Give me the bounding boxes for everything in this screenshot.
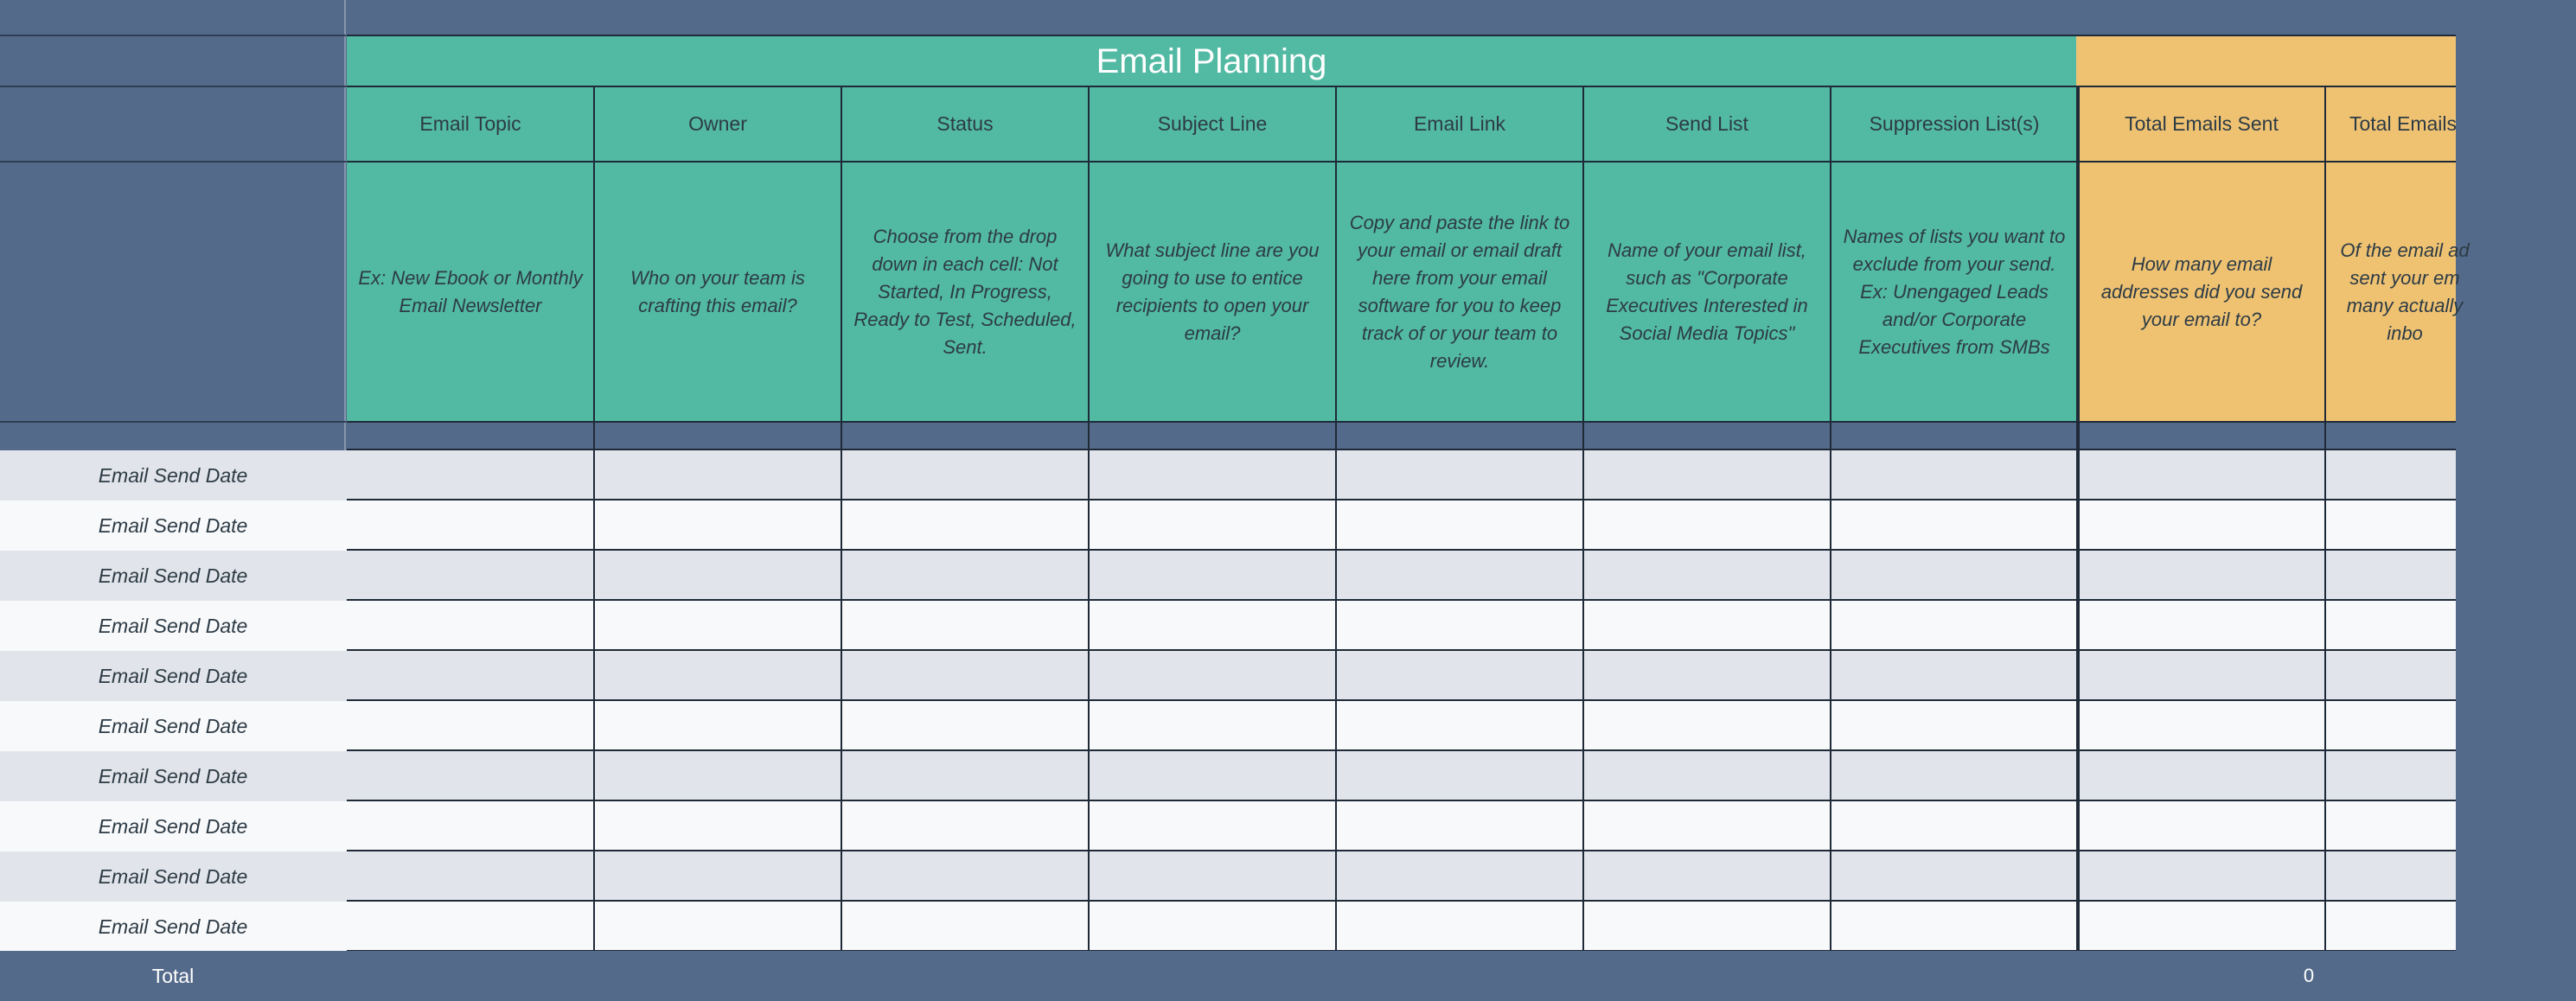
table-row [0,701,2456,751]
divider [1088,86,1090,952]
column-header-status[interactable]: Status [936,112,994,135]
column-header-subject-line[interactable]: Subject Line [1157,112,1268,135]
divider [0,421,346,423]
table-row [0,651,2456,701]
divider [347,900,2456,902]
column-header-send-list[interactable]: Send List [1665,112,1748,135]
divider [347,850,2456,851]
divider [347,549,2456,551]
row-label[interactable]: Email Send Date [98,915,248,938]
table-row [0,450,2456,500]
table-row [0,601,2456,651]
divider [593,86,595,952]
row-label[interactable]: Email Send Date [98,463,248,487]
table-row [0,851,2456,902]
column-header-owner[interactable]: Owner [688,112,747,135]
row-label[interactable]: Email Send Date [98,564,248,587]
spacer-band [347,423,2456,449]
column-description-email-topic: Ex: New Ebook or Monthly Email Newsletter [358,266,583,316]
divider [841,86,842,952]
column-header-total-emails[interactable]: Total Emails [2349,112,2457,135]
table-row [0,902,2456,952]
divider [2324,86,2326,952]
section-divider [2076,86,2080,952]
column-description-owner: Who on your team is crafting this email? [630,266,805,316]
column-description-subject-line: What subject line are you going to use to entice recipients to open your email? [1105,239,1320,344]
table-row [0,751,2456,801]
row-label[interactable]: Email Send Date [98,814,248,838]
divider [1582,86,1584,952]
section-title: Email Planning [1096,41,1327,80]
total-label: Total [151,964,195,987]
column-description-send-list: Name of your email list, such as "Corporate Executives Interested in Social Media Topics" [1606,239,1808,344]
total-value[interactable]: 0 [2303,965,2315,986]
divider [347,800,2456,801]
row-label[interactable]: Email Send Date [98,513,248,537]
total-row [0,951,2456,1001]
row-label[interactable]: Email Send Date [98,664,248,687]
divider [1830,86,1831,952]
column-header-email-topic[interactable]: Email Topic [419,112,521,135]
column-description-status: Choose from the drop down in each cell: Not Started, In Progress, Ready to Test, Scheduled, Sent. [853,225,1077,358]
divider [0,86,346,87]
column-header-email-link[interactable]: Email Link [1413,112,1506,135]
table-row [0,500,2456,551]
column-description-total-emails-sent: How many email addresses did you send your email to? [2100,252,2303,330]
column-header-suppression-lists[interactable]: Suppression List(s) [1869,112,2040,135]
divider [347,499,2456,500]
row-label[interactable]: Email Send Date [98,864,248,888]
row-label[interactable]: Email Send Date [98,614,248,637]
table-row [0,551,2456,601]
divider [0,161,346,163]
divider [1335,86,1337,952]
row-label[interactable]: Email Send Date [98,714,248,737]
divider [347,699,2456,701]
row-label[interactable]: Email Send Date [98,764,248,787]
divider [347,599,2456,601]
table-row [0,801,2456,851]
column-description-suppression-lists: Names of lists you want to exclude from your send. Ex: Unengaged Leads and/or Corporate Executives from SMBs [1843,225,2066,358]
column-description-email-link: Copy and paste the link to your email or email draft here from your email software for you to keep track of or your team to review. [1349,211,1570,372]
column-description-total-emails: Of the email ad sent your em many actually inbo [2340,239,2470,344]
divider [347,649,2456,651]
divider [347,749,2456,751]
divider [0,35,346,36]
divider [347,449,2456,450]
column-header-total-emails-sent[interactable]: Total Emails Sent [2125,112,2279,135]
